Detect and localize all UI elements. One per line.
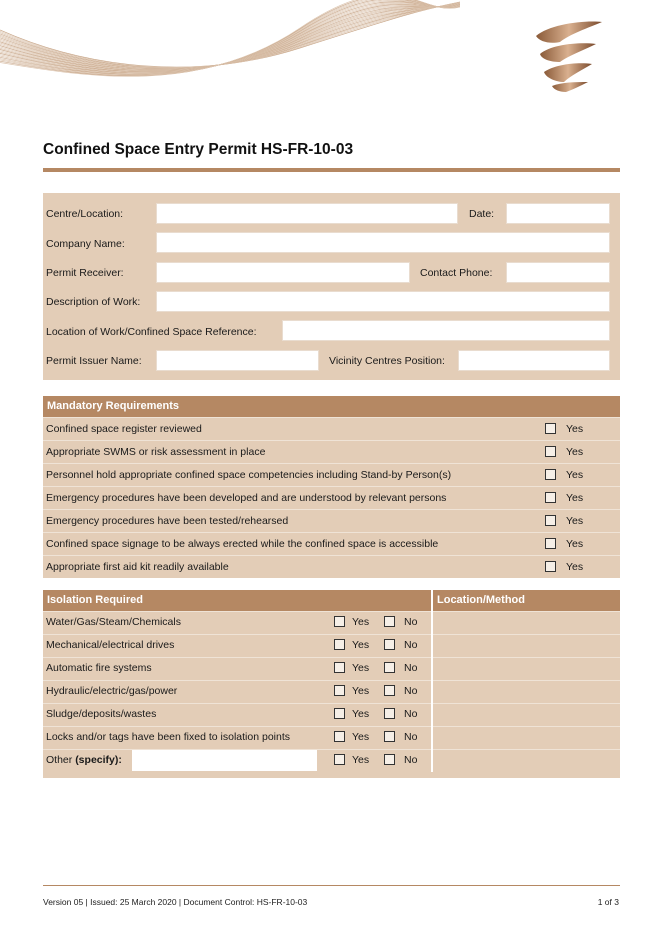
page-number: 1 of 3 (597, 897, 619, 907)
other-specify-field[interactable] (132, 750, 317, 771)
mandatory-requirement-text: Personnel hold appropriate confined space competencies including Stand-by Person(s) (46, 469, 452, 481)
mandatory-requirement-text: Appropriate first aid kit readily available (46, 561, 229, 573)
yes-label: Yes (566, 446, 584, 458)
no-label: No (404, 662, 418, 674)
no-label: No (404, 616, 418, 628)
vicinity-centres-field[interactable] (458, 350, 610, 371)
isolation-item-text: Mechanical/electrical drives (46, 639, 175, 651)
description-of-work-field[interactable] (156, 291, 610, 312)
no-checkbox[interactable] (384, 616, 395, 627)
permit-receiver-label: Permit Receiver: (46, 267, 124, 279)
location-method-cell[interactable] (433, 749, 620, 772)
date-field[interactable] (506, 203, 610, 224)
company-logo (530, 14, 604, 92)
no-checkbox[interactable] (384, 685, 395, 696)
mandatory-requirement-text: Confined space signage to be always erected while the confined space is accessible (46, 538, 439, 550)
mandatory-row (43, 509, 620, 532)
yes-label: Yes (566, 423, 584, 435)
mandatory-requirements-table (43, 396, 620, 578)
isolation-row (43, 611, 620, 634)
description-of-work-label: Description of Work: (46, 296, 141, 308)
isolation-item-text: Hydraulic/electric/gas/power (46, 685, 178, 697)
isolation-row (43, 634, 620, 657)
other-label (46, 749, 122, 771)
mandatory-row (43, 417, 620, 440)
centre-location-label: Centre/Location: (46, 208, 124, 220)
no-label: No (404, 639, 418, 651)
location-method-cell[interactable] (433, 680, 620, 703)
yes-label: Yes (566, 561, 584, 573)
no-label: No (404, 731, 418, 743)
permit-issuer-field[interactable] (156, 350, 319, 371)
mandatory-row (43, 463, 620, 486)
location-method-header: Location/Method (433, 590, 620, 611)
yes-label: Yes (352, 754, 370, 766)
yes-checkbox[interactable] (545, 561, 556, 572)
other-label-text: Other (46, 754, 76, 766)
isolation-row (43, 703, 620, 726)
mandatory-row (43, 555, 620, 578)
isolation-other-row (43, 749, 620, 772)
permit-receiver-field[interactable] (156, 262, 410, 283)
no-label: No (404, 754, 418, 766)
no-checkbox[interactable] (384, 754, 395, 765)
location-method-cell[interactable] (433, 611, 620, 634)
yes-checkbox[interactable] (334, 616, 345, 627)
yes-checkbox[interactable] (334, 685, 345, 696)
page-title: Confined Space Entry Permit HS-FR-10-03 (43, 141, 354, 158)
yes-label: Yes (566, 515, 584, 527)
isolation-item-text: Sludge/deposits/wastes (46, 708, 157, 720)
no-label: No (404, 708, 418, 720)
location-method-cell[interactable] (433, 726, 620, 749)
yes-checkbox[interactable] (545, 446, 556, 457)
mandatory-row (43, 440, 620, 463)
no-checkbox[interactable] (384, 708, 395, 719)
location-method-cell[interactable] (433, 657, 620, 680)
yes-checkbox[interactable] (545, 492, 556, 503)
contact-phone-field[interactable] (506, 262, 610, 283)
yes-checkbox[interactable] (334, 708, 345, 719)
yes-label: Yes (352, 708, 370, 720)
yes-label: Yes (566, 492, 584, 504)
location-method-cell[interactable] (433, 634, 620, 657)
yes-checkbox[interactable] (334, 662, 345, 673)
yes-checkbox[interactable] (545, 538, 556, 549)
yes-checkbox[interactable] (545, 469, 556, 480)
isolation-item-text: Locks and/or tags have been fixed to isolation points (46, 731, 290, 743)
title-divider (43, 168, 620, 172)
yes-label: Yes (352, 616, 370, 628)
isolation-item-text: Water/Gas/Steam/Chemicals (46, 616, 181, 628)
no-checkbox[interactable] (384, 639, 395, 650)
yes-checkbox[interactable] (545, 423, 556, 434)
centre-location-field[interactable] (156, 203, 458, 224)
no-checkbox[interactable] (384, 731, 395, 742)
company-name-field[interactable] (156, 232, 610, 253)
mandatory-row (43, 486, 620, 509)
mandatory-requirement-text: Confined space register reviewed (46, 423, 202, 435)
mandatory-requirement-text: Appropriate SWMS or risk assessment in place (46, 446, 266, 458)
footer-version-text: Version 05 | Issued: 25 March 2020 | Document Control: HS-FR-10-03 (43, 897, 308, 907)
yes-label: Yes (352, 731, 370, 743)
yes-label: Yes (352, 662, 370, 674)
isolation-table-bottom (43, 772, 620, 778)
yes-label: Yes (352, 685, 370, 697)
vicinity-centres-label: Vicinity Centres Position: (329, 355, 445, 367)
isolation-row (43, 726, 620, 749)
isolation-required-header: Isolation Required (43, 590, 431, 611)
isolation-required-table (43, 590, 620, 778)
header-wave-decoration (0, 0, 460, 110)
no-label: No (404, 685, 418, 697)
isolation-item-text: Automatic fire systems (46, 662, 152, 674)
mandatory-requirement-text: Emergency procedures have been developed and are understood by relevant persons (46, 492, 447, 504)
location-of-work-field[interactable] (282, 320, 610, 341)
yes-checkbox[interactable] (334, 639, 345, 650)
isolation-row (43, 680, 620, 703)
other-specify-text: (specify): (75, 754, 122, 766)
footer-divider (43, 885, 620, 886)
date-label: Date: (469, 208, 495, 220)
mandatory-row (43, 532, 620, 555)
isolation-row (43, 657, 620, 680)
company-name-label: Company Name: (46, 238, 125, 250)
location-of-work-label: Location of Work/Confined Space Reference: (46, 326, 257, 338)
yes-label: Yes (566, 469, 584, 481)
location-method-cell[interactable] (433, 703, 620, 726)
yes-checkbox[interactable] (334, 731, 345, 742)
contact-phone-label: Contact Phone: (420, 267, 493, 279)
permit-issuer-label: Permit Issuer Name: (46, 355, 142, 367)
yes-checkbox[interactable] (334, 754, 345, 765)
yes-label: Yes (352, 639, 370, 651)
mandatory-requirements-header: Mandatory Requirements (43, 396, 620, 417)
yes-label: Yes (566, 538, 584, 550)
yes-checkbox[interactable] (545, 515, 556, 526)
mandatory-requirement-text: Emergency procedures have been tested/rehearsed (46, 515, 289, 527)
no-checkbox[interactable] (384, 662, 395, 673)
